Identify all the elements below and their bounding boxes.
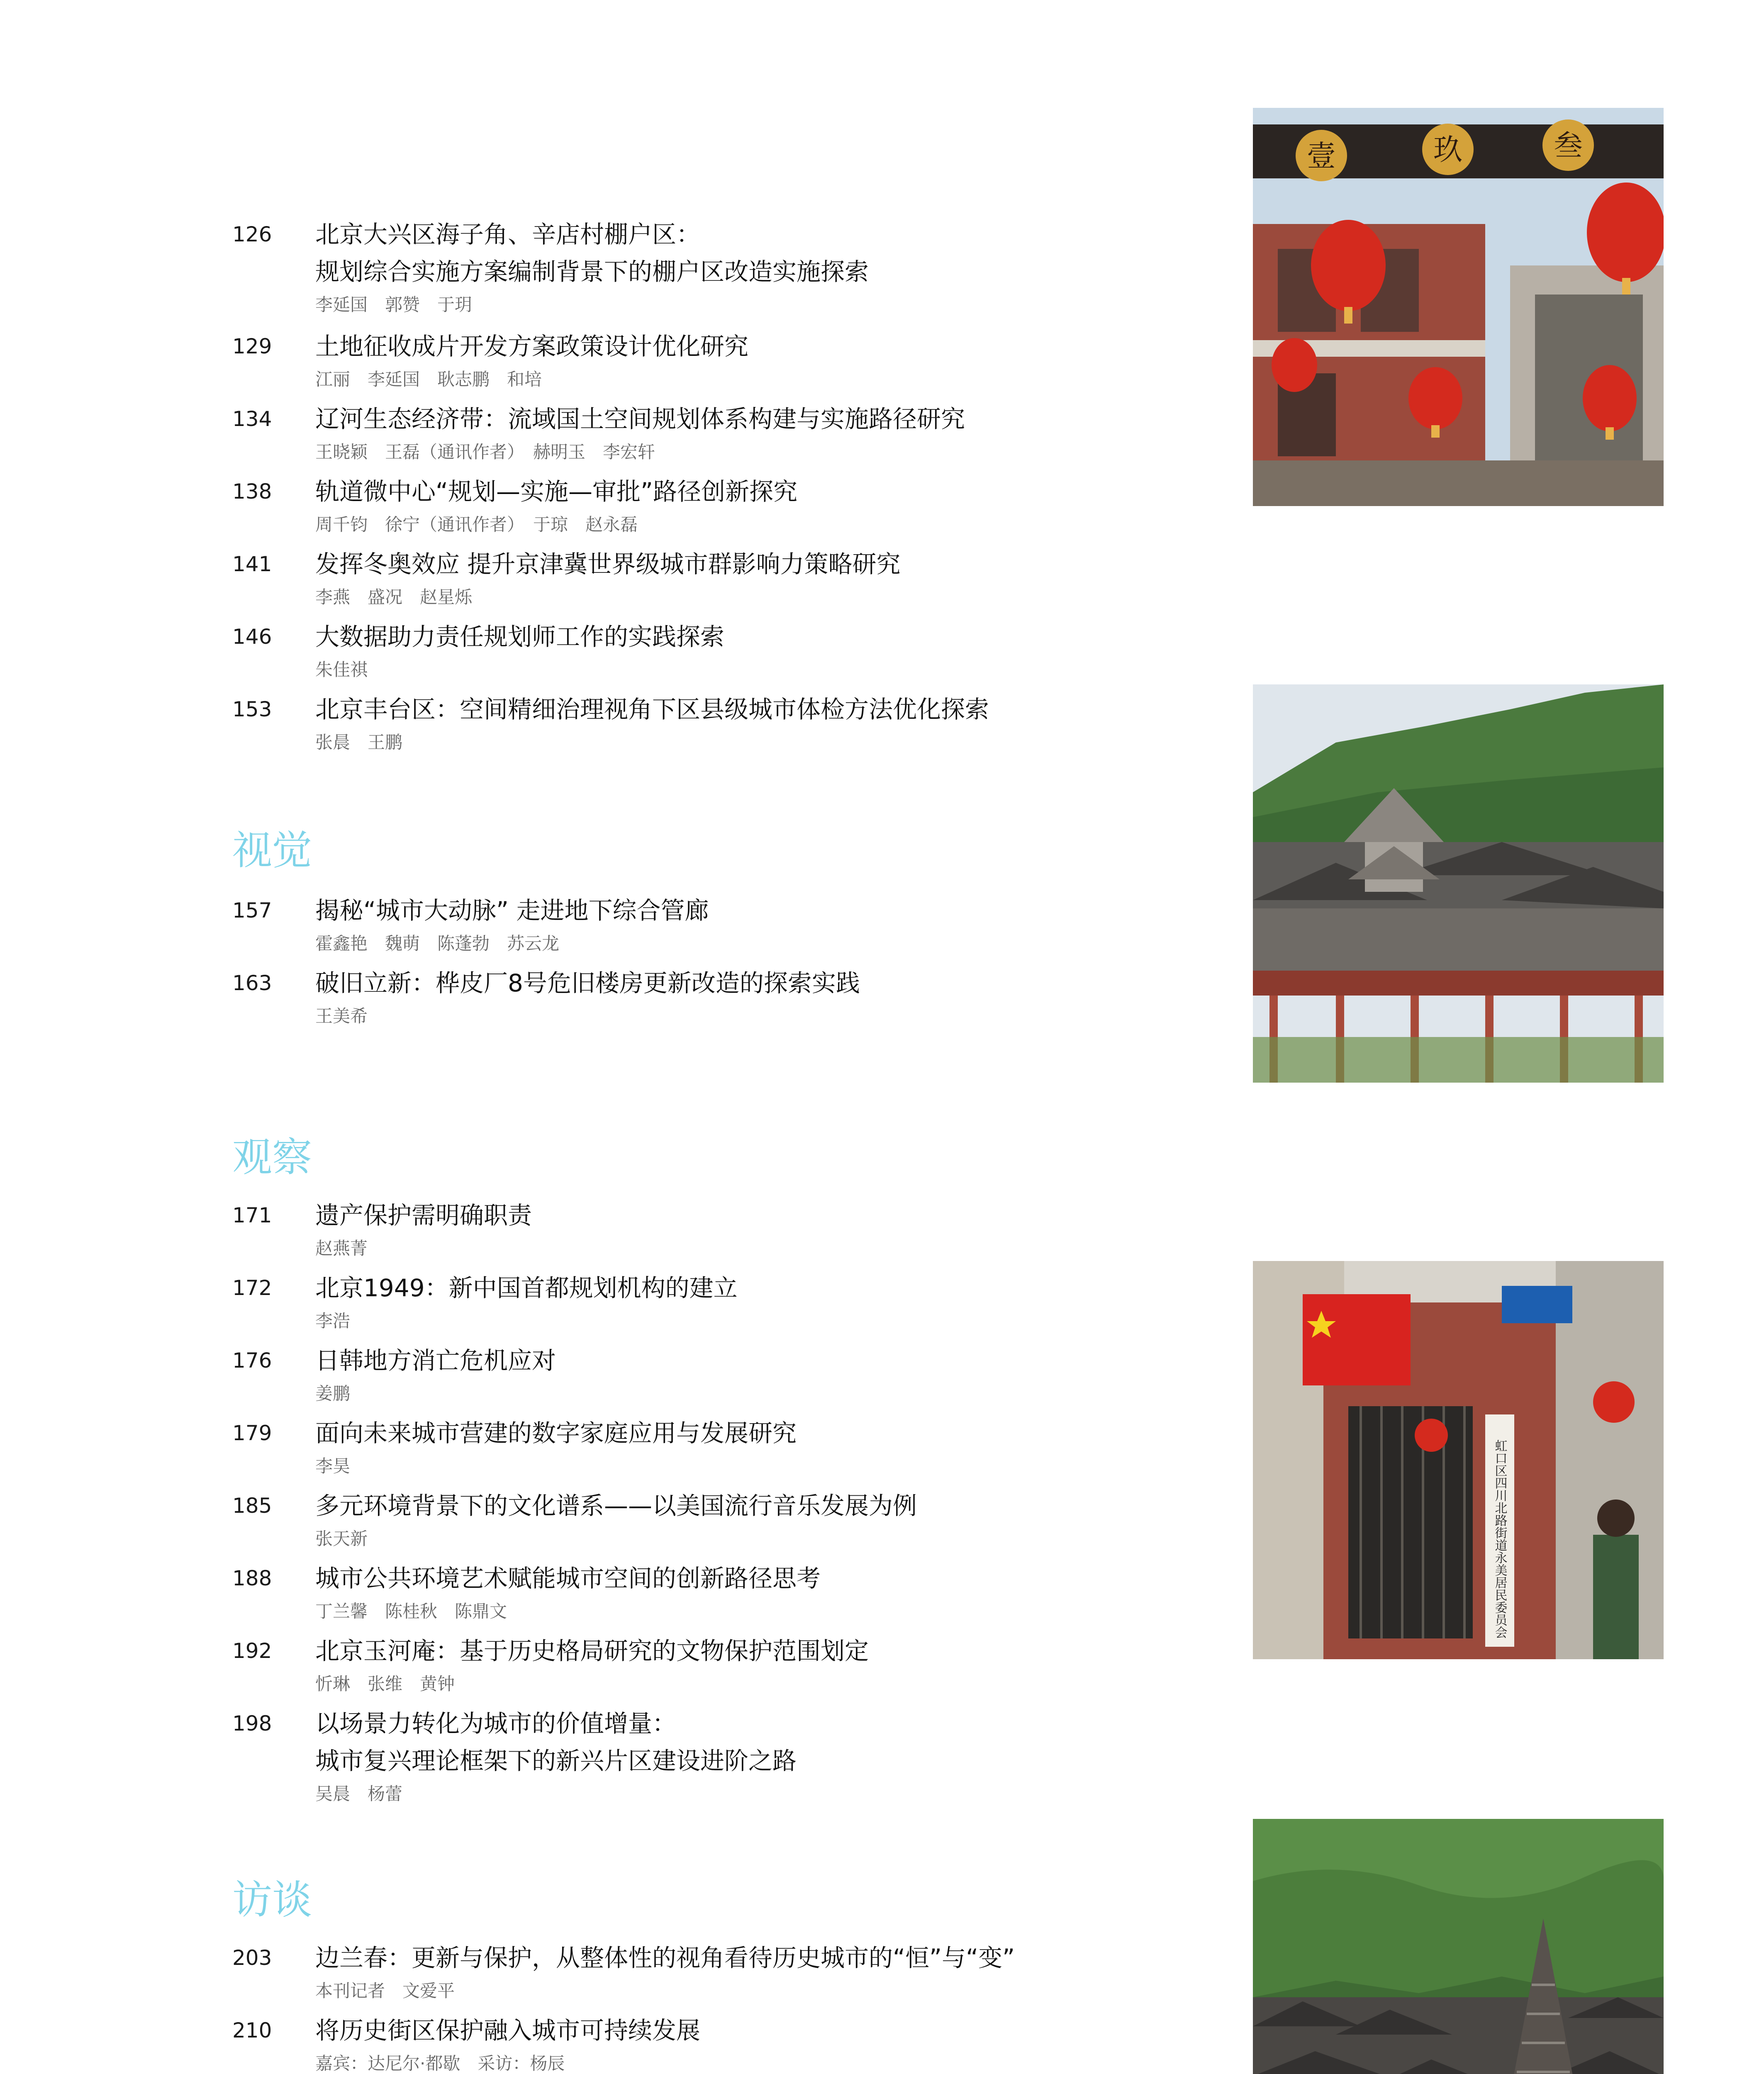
sign-char-1: 壹 — [1307, 139, 1336, 173]
article-title: 城市公共环境艺术赋能城市空间的创新路径思考 — [315, 1564, 821, 1592]
article-title: 轨道微中心“规划—实施—审批”路径创新探究 — [315, 477, 798, 506]
page-number: 179 — [232, 1421, 272, 1445]
article-authors: 嘉宾：达尼尔·都歇 采访：杨辰 — [315, 2053, 565, 2074]
sign-char-2: 玖 — [1433, 133, 1462, 167]
article-title: 破旧立新：桦皮厂8号危旧楼房更新改造的探索实践 — [315, 969, 860, 997]
article-title: 辽河生态经济带：流域国土空间规划体系构建与实施路径研究 — [315, 405, 965, 433]
page-number: 163 — [232, 971, 272, 995]
page-number: 171 — [232, 1203, 272, 1227]
article-authors: 张天新 — [315, 1529, 368, 1549]
article-title: 以场景力转化为城市的价值增量： — [315, 1709, 677, 1738]
page-number: 134 — [232, 407, 272, 431]
photo-lantern-street — [1253, 108, 1664, 506]
page-number: 210 — [232, 2018, 272, 2042]
article-authors: 李延国 郭赞 于玥 — [315, 295, 473, 315]
article-title: 日韩地方消亡危机应对 — [315, 1346, 556, 1375]
page-number: 172 — [232, 1276, 272, 1300]
article-title: 北京大兴区海子角、辛店村棚户区： — [315, 220, 701, 248]
page-number: 185 — [232, 1494, 272, 1518]
page-number: 138 — [232, 480, 272, 504]
article-authors: 李昊 — [315, 1456, 351, 1476]
article-title: 土地征收成片开发方案政策设计优化研究 — [315, 332, 749, 360]
article-title: 北京丰台区：空间精细治理视角下区县级城市体检方法优化探索 — [315, 695, 989, 723]
article-authors: 张晨 王鹏 — [315, 732, 403, 752]
page-number: 146 — [232, 625, 272, 649]
article-title: 发挥冬奥效应 提升京津冀世界级城市群影响力策略研究 — [315, 550, 901, 578]
page-number: 126 — [232, 222, 272, 246]
page-number: 203 — [232, 1946, 272, 1970]
section-heading-interview: 访谈 — [232, 1877, 312, 1923]
article-title: 多元环境背景下的文化谱系——以美国流行音乐发展为例 — [315, 1492, 917, 1520]
article-title-line2: 城市复兴理论框架下的新兴片区建设进阶之路 — [315, 1747, 797, 1775]
article-title: 将历史街区保护融入城市可持续发展 — [315, 2016, 701, 2045]
article-authors: 李燕 盛况 赵星烁 — [315, 587, 473, 607]
article-authors: 赵燕菁 — [315, 1238, 368, 1259]
article-authors: 王美希 — [315, 1006, 368, 1026]
page-number: 129 — [232, 334, 272, 358]
section-heading-observation: 观察 — [232, 1134, 312, 1181]
article-title-line2: 规划综合实施方案编制背景下的棚户区改造实施探索 — [315, 258, 869, 286]
section-heading-visual: 视觉 — [232, 827, 312, 874]
article-authors: 本刊记者 文爱平 — [315, 1981, 455, 2001]
article-authors: 丁兰馨 陈桂秋 陈鼎文 — [315, 1601, 507, 1621]
article-authors: 李浩 — [315, 1311, 351, 1331]
page-number: 141 — [232, 552, 272, 576]
article-title: 面向未来城市营建的数字家庭应用与发展研究 — [315, 1419, 797, 1447]
article-authors: 周千钧 徐宁（通讯作者） 于琼 赵永磊 — [315, 514, 638, 535]
article-title: 大数据助力责任规划师工作的实践探索 — [315, 623, 725, 651]
article-title: 遗产保护需明确职责 — [315, 1201, 532, 1229]
photo-village-roofs — [1253, 684, 1664, 1083]
page-number: 192 — [232, 1639, 272, 1663]
photo-drum-tower-village — [1253, 1819, 1664, 2074]
article-authors: 吴晨 杨蕾 — [315, 1784, 403, 1804]
committee-sign: 虹口区四川北路街道永美居民委员会 — [1492, 1439, 1507, 1638]
page-number: 153 — [232, 697, 272, 721]
article-authors: 霍鑫艳 魏萌 陈蓬勃 苏云龙 — [315, 933, 560, 954]
article-authors: 姜鹏 — [315, 1383, 351, 1404]
article-authors: 朱佳祺 — [315, 660, 368, 680]
article-authors: 江丽 李延国 耿志鹏 和培 — [315, 369, 542, 389]
page-number: 188 — [232, 1566, 272, 1590]
sign-char-3: 叁 — [1554, 129, 1583, 163]
photo-residents-committee — [1253, 1261, 1664, 1659]
article-title: 揭秘“城市大动脉” 走进地下综合管廊 — [315, 896, 709, 925]
page-number: 198 — [232, 1711, 272, 1736]
article-title: 北京玉河庵：基于历史格局研究的文物保护范围划定 — [315, 1637, 869, 1665]
article-title: 北京1949：新中国首都规划机构的建立 — [315, 1274, 738, 1302]
article-title: 边兰春：更新与保护，从整体性的视角看待历史城市的“恒”与“变” — [315, 1944, 1015, 1972]
page-number: 157 — [232, 898, 272, 923]
article-authors: 王晓颖 王磊（通讯作者） 赫明玉 李宏轩 — [315, 442, 655, 462]
page-number: 176 — [232, 1349, 272, 1373]
article-authors: 忻琳 张维 黄钟 — [315, 1674, 455, 1694]
